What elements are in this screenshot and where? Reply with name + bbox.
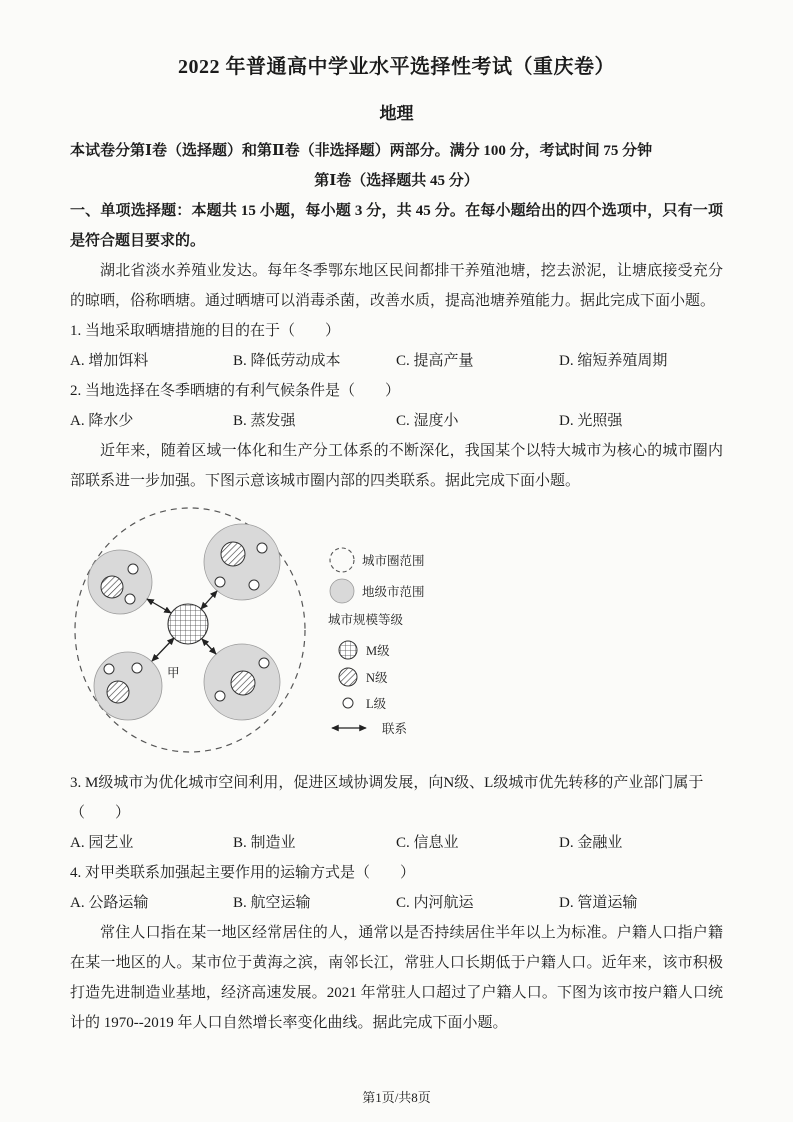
question-4-options (70, 888, 723, 918)
question-1-option-b: B. 降低劳动成本 (233, 353, 341, 369)
city-network-diagram (70, 500, 550, 762)
l-level-city (132, 663, 142, 673)
passage-fish-ponds: 湖北省淡水养殖业发达。每年冬季鄂东地区民间都排干养殖池塘，挖去淤泥，让塘底接受充分的晾晒，俗称晒塘。通过晒塘可以消毒杀菌，改善水质，提高池塘养殖能力。据此完成下面小题。 (70, 263, 723, 309)
legend-prefecture-icon (330, 579, 354, 603)
legend-city-circle-icon (330, 548, 354, 572)
l-level-city (104, 664, 114, 674)
question-1-option-a: A. 增加饵料 (70, 353, 149, 369)
legend-link-label: 联系 (382, 722, 408, 736)
legend-m-level-icon (339, 641, 357, 659)
n-level-city (101, 576, 123, 598)
question-3-option-d: D. 金融业 (559, 835, 623, 851)
n-level-city (221, 542, 245, 566)
question-1-option-d: D. 缩短养殖周期 (559, 353, 668, 369)
question-1-option-c: C. 提高产量 (396, 353, 474, 369)
city-circle-figure (70, 500, 723, 762)
link-arrow-bottom-left (152, 638, 174, 661)
question-3-options (70, 828, 723, 858)
l-level-city (215, 577, 225, 587)
part1-heading: 第Ⅰ卷（选择题共 45 分） (314, 173, 479, 189)
section-instruction: 一、单项选择题：本题共 15 小题，每小题 3 分，共 45 分。在每小题给出的四个选项中，只有一项是符合题目要求的。 (70, 203, 723, 249)
question-1-options (70, 346, 723, 376)
passage-city-circle: 近年来，随着区域一体化和生产分工体系的不断深化，我国某个以特大城市为核心的城市圈内部联系进一步加强。下图示意该城市圈内部的四类联系。据此完成下面小题。 (70, 443, 723, 489)
page-number: 第1页/共8页 (362, 1090, 431, 1105)
legend-city-circle-label: 城市圈范围 (362, 554, 425, 568)
question-3-option-a: A. 园艺业 (70, 835, 134, 851)
legend-l-level-label: L级 (366, 697, 387, 711)
prefecture-circle-bottom-left (94, 652, 162, 720)
l-level-city (249, 580, 259, 590)
link-arrow-bottom-right (202, 639, 216, 654)
question-1-stem: 1. 当地采取晒塘措施的目的在于（ ） (70, 323, 341, 339)
exam-intro: 本试卷分第Ⅰ卷（选择题）和第Ⅱ卷（非选择题）两部分。满分 100 分，考试时间 75 分钟 (70, 143, 653, 159)
exam-title: 2022 年普通高中学业水平选择性考试（重庆卷） (178, 56, 615, 78)
question-3-option-c: C. 信息业 (396, 835, 459, 851)
question-2-option-d: D. 光照强 (559, 413, 623, 429)
question-4-option-d: D. 管道运输 (559, 895, 638, 911)
question-3-option-b: B. 制造业 (233, 835, 296, 851)
n-level-city (231, 671, 255, 695)
legend-scale-title: 城市规模等级 (328, 613, 404, 627)
link-arrow-top-left (147, 599, 171, 613)
legend-n-level-label: N级 (366, 671, 388, 685)
l-level-city (215, 691, 225, 701)
legend-m-level-label: M级 (366, 644, 390, 658)
question-2-stem: 2. 当地选择在冬季晒塘的有利气候条件是（ ） (70, 383, 401, 399)
question-2-option-b: B. 蒸发强 (233, 413, 296, 429)
l-level-city (259, 658, 269, 668)
legend-prefecture-label: 地级市范围 (362, 585, 425, 599)
question-2-option-c: C. 湿度小 (396, 413, 459, 429)
question-4-option-b: B. 航空运输 (233, 895, 311, 911)
exam-subject: 地理 (379, 104, 414, 123)
legend-l-level-icon (343, 698, 353, 708)
legend-n-level-icon (339, 668, 357, 686)
question-4-stem: 4. 对甲类联系加强起主要作用的运输方式是（ ） (70, 865, 416, 881)
l-level-city (257, 543, 267, 553)
question-3-stem: 3. M级城市为优化城市空间利用，促进区域协调发展，向N级、L级城市优先转移的产业部门属于（ ） (70, 775, 704, 821)
question-2-options (70, 406, 723, 436)
passage-population: 常住人口指在某一地区经常居住的人，通常以是否持续居住半年以上为标准。户籍人口指户籍在某一地区的人。某市位于黄海之滨，南邻长江，常驻人口长期低于户籍人口。近年来，该市积极打造先进制造业基地，经济高速发展。2021 年常驻人口超过了户籍人口。下图为该市按户籍人口统计的 1970--2019 年人口自然增长率变化曲线。据此完成下面小题。 (70, 925, 723, 1031)
question-4-option-a: A. 公路运输 (70, 895, 149, 911)
link-arrow-top-right (201, 591, 217, 609)
question-4-option-c: C. 内河航运 (396, 895, 474, 911)
label-jia: 甲 (167, 666, 180, 680)
l-level-city (128, 564, 138, 574)
question-2-option-a: A. 降水少 (70, 413, 134, 429)
l-level-city (125, 594, 135, 604)
n-level-city (107, 681, 129, 703)
